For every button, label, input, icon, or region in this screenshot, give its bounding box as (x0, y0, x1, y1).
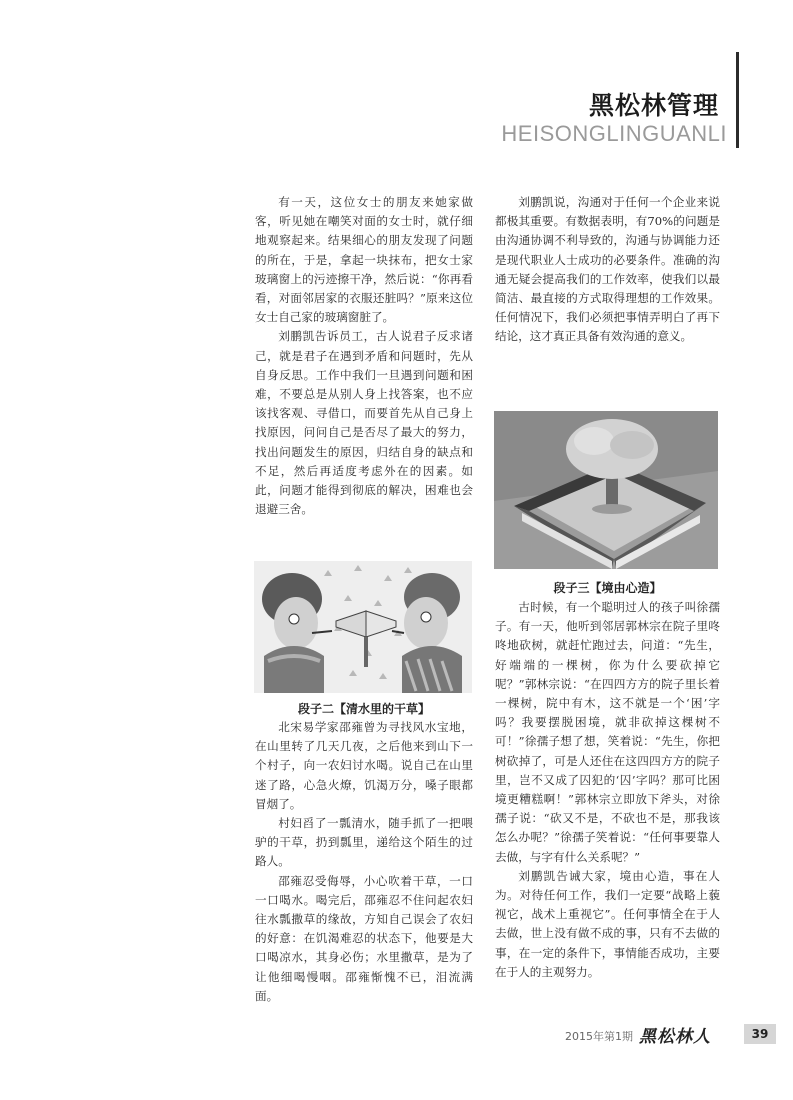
column-right-lower (495, 598, 720, 982)
column-title: 黑松林管理 (588, 91, 719, 120)
section2-caption: 段子二【清水里的干草】 (297, 702, 430, 716)
illustration-megaphone-dialogue (254, 561, 472, 693)
column-title-pinyin: HEISONGLINGUANLI (501, 121, 727, 146)
page-number: 39 (744, 1024, 776, 1044)
courtyard-illustration (494, 411, 718, 569)
column-right-upper (495, 193, 720, 347)
column-left-upper (255, 193, 473, 519)
paragraph: 邵雍忍受侮辱，小心吹着干草，一口一口喝水。喝完后，邵雍忍不住问起农妇往水瓢撒草的缘故，方知自己误会了农妇的好意：在饥渴难忍的状态下，他要是大口喝凉水，其身必伤；水里撒草，是为了让他细喝慢咽。邵雍惭愧不已，泪流满面。 (255, 873, 473, 1003)
illustration-courtyard-tree (494, 411, 718, 569)
section3-caption: 段子三【境由心造】 (553, 581, 662, 595)
paragraph: 村妇舀了一瓢清水，随手抓了一把喂驴的干草，扔到瓢里，递给这个陌生的过路人。 (255, 816, 473, 869)
issue-label: 2015年第1期 (565, 1030, 633, 1043)
megaphone-illustration (254, 561, 472, 693)
paragraph: 刘鹏凯告诉员工，古人说君子反求诸己，就是君子在遇到矛盾和问题时，先从自身反思。工作中我们一旦遇到问题和困难，不要总是从别人身上找答案，也不应该找客观、寻借口，而要首先从自己身上找原因，问问自己是否尽了最大的努力，找出问题发生的原因，归结自身的缺点和不足，然后再适度考虑外在的因素。如此，问题才能得到彻底的解决，困难也会退避三舍。 (255, 329, 473, 517)
paragraph: 有一天，这位女士的朋友来她家做客，听见她在嘲笑对面的女士时，就仔细地观察起来。结果细心的朋友发现了问题的所在，于是，拿起一块抹布，把女士家玻璃窗上的污迹擦干净，然后说：“你再看看，对面邻居家的衣服还脏吗？”原来这位女士自己家的玻璃窗脏了。 (255, 195, 473, 325)
column-left-lower (255, 718, 473, 1006)
paragraph: 古时候，有一个聪明过人的孩子叫徐孺子。有一天，他听到邻居郭林宗在院子里咚咚地砍树，就赶忙跑过去，问道：“先生，好端端的一棵树，你为什么要砍掉它呢？”郭林宗说：“在四四方方的院子里长着一棵树，院中有木，这不就是一个‘困’字吗？我要摆脱困境，就非砍掉这棵树不可！”徐孺子想了想，笑着说：“先生，你把树砍掉了，可是人还住在这四四方方的院子里，岂不又成了囚犯的‘囚’字吗？那可比困境更糟糕啊！”郭林宗立即放下斧头，对徐孺子说：“砍又不是，不砍也不是，那我该怎么办呢？”徐孺子笑着说：“任何事要靠人去做，与字有什么关系呢？” (495, 600, 720, 864)
header-divider (736, 52, 739, 148)
paragraph: 刘鹏凯说，沟通对于任何一个企业来说都极其重要。有数据表明，有70%的问题是由沟通协调不利导致的，沟通与协调能力还是现代职业人士成功的必要条件。准确的沟通无疑会提高我们的工作效率，使我们以最简洁、最直接的方式取得理想的工作效果。任何情况下，我们必须把事情弄明白了再下结论，这才真正具备有效沟通的意义。 (495, 195, 720, 344)
paragraph: 北宋易学家邵雍曾为寻找风水宝地，在山里转了几天几夜，之后他来到山下一个村子，向一农妇讨水喝。说自己在山里迷了路，心急火燎，饥渴万分，嗓子眼都冒烟了。 (255, 720, 473, 811)
paragraph: 刘鹏凯告诫大家，境由心造，事在人为。对待任何工作，我们一定要“战略上藐视它，战术上重视它”。任何事情全在于人去做，世上没有做不成的事，只有不去做的事，在一定的条件下，事情能否成功，主要在于人的主观努力。 (495, 868, 720, 979)
magazine-logo: 黑松林人 (639, 1027, 711, 1047)
